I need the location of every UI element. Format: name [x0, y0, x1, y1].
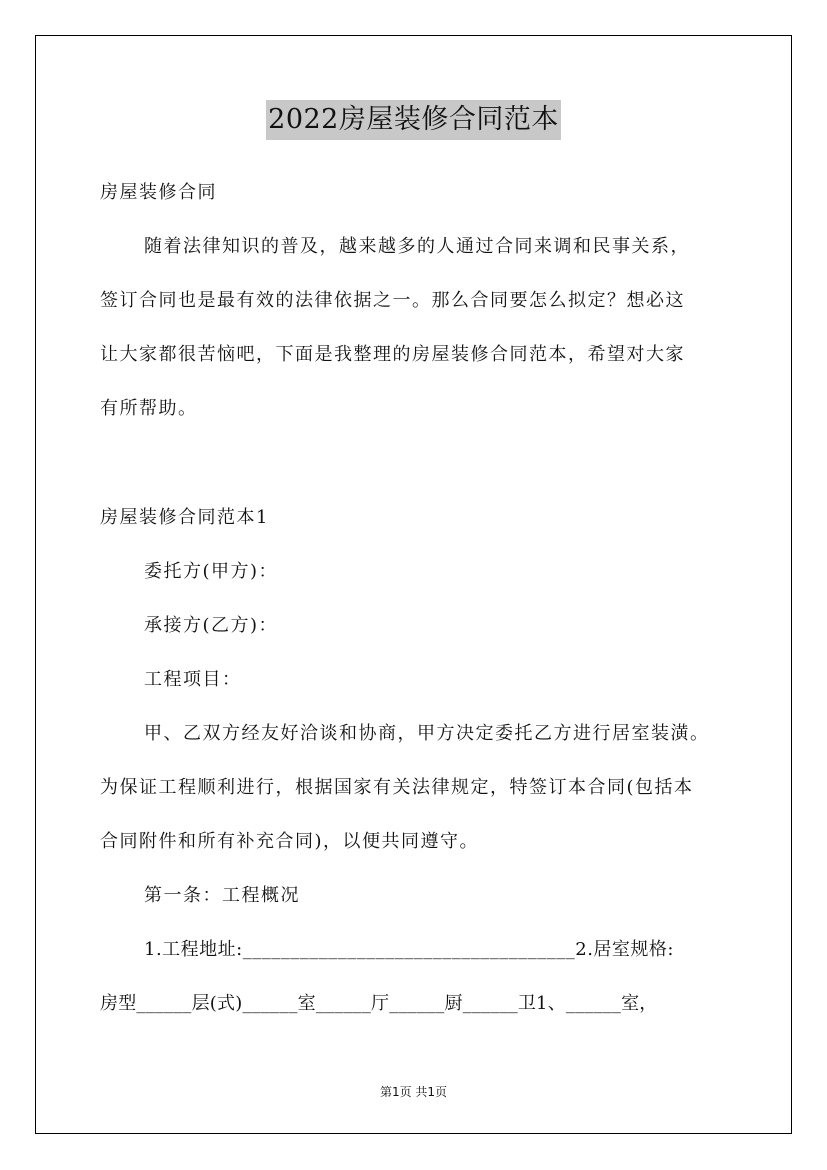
intro-line-3: 让大家都很苦恼吧，下面是我整理的房屋装修合同范本，希望对大家 [100, 344, 685, 365]
agreement-line-2: 为保证工程顺利进行，根据国家有关法律规定，特签订本合同(包括本 [100, 777, 694, 798]
project-label: 工程项目： [144, 669, 242, 690]
section-title: 房屋装修合同范本1 [100, 507, 269, 528]
page-footer: 第1页 共1页 [379, 1085, 448, 1099]
document-title: 2022房屋装修合同范本 [266, 100, 561, 140]
agreement-line-3: 合同附件和所有补充合同)，以便共同遵守。 [100, 831, 480, 852]
intro-line-4: 有所帮助。 [100, 398, 198, 419]
heading: 房屋装修合同 [100, 182, 217, 203]
article-1-title: 第一条：工程概况 [144, 885, 300, 906]
intro-line-2: 签订合同也是最有效的法律依据之一。那么合同要怎么拟定？想必这 [100, 290, 685, 311]
party-a-label: 委托方(甲方)： [144, 561, 279, 582]
item-1-address: 1.工程地址:___________________________________2.居室规格: [144, 939, 674, 960]
agreement-line-1: 甲、乙双方经友好洽谈和协商，甲方决定委托乙方进行居室装潢。 [144, 723, 710, 744]
intro-line-1: 随着法律知识的普及，越来越多的人通过合同来调和民事关系， [144, 236, 690, 257]
party-b-label: 承接方(乙方)： [144, 615, 279, 636]
item-2-room-spec: 房型______层(式)______室______厅______厨______卫1、______室， [100, 993, 658, 1014]
